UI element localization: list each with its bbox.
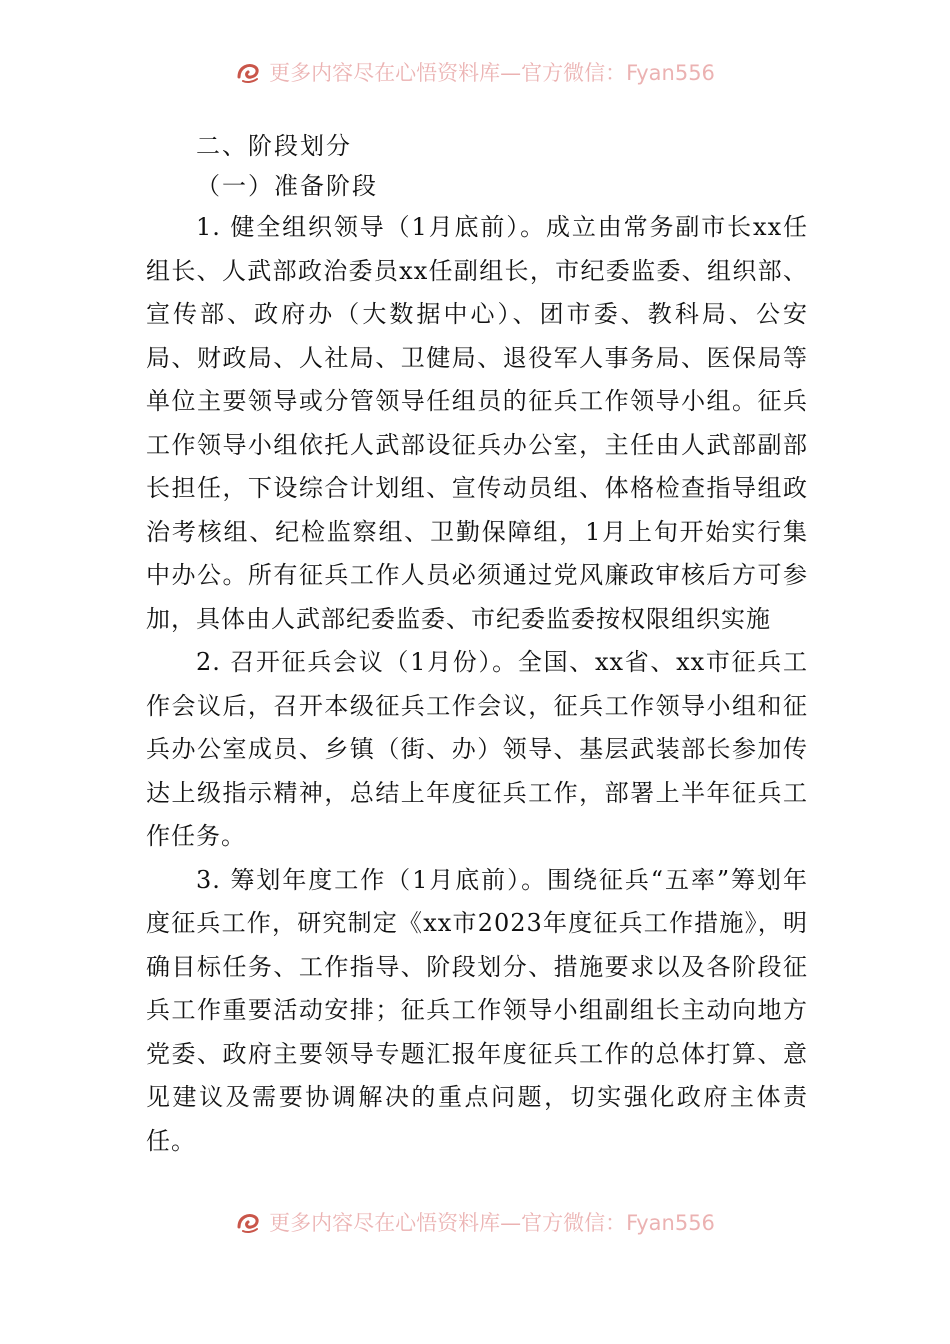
watermark-text: 更多内容尽在心悟资料库—官方微信：Fyan556: [269, 61, 715, 85]
red-curl-logo-icon: [235, 1209, 261, 1235]
section-heading: 二、阶段划分: [196, 132, 352, 160]
paragraph-conscription-meeting: 2. 召开征兵会议（1月份）。全国、xx省、xx市征兵工作会议后，召开本级征兵工作会议，征兵工作领导小组和征兵办公室成员、乡镇（街、办）领导、基层武装部长参加传达上级指示精神，总结上年度征兵工作，部署上半年征兵工作任务。: [146, 648, 808, 850]
watermark-text: 更多内容尽在心悟资料库—官方微信：Fyan556: [269, 1211, 715, 1235]
paragraph-annual-planning: 3. 筹划年度工作（1月底前）。围绕征兵“五率”筹划年度征兵工作，研究制定《xx市2023年度征兵工作措施》，明确目标任务、工作指导、阶段划分、措施要求以及各阶段征兵工作重要活动安排；征兵工作领导小组副组长主动向地方党委、政府主要领导专题汇报年度征兵工作的总体打算、意见建议及需要协调解决的重点问题，切实强化政府主体责任。: [146, 865, 808, 1155]
subsection-heading: （一）准备阶段: [196, 172, 378, 200]
header-watermark: [0, 52, 950, 92]
footer-watermark: [0, 1202, 950, 1242]
paragraph-organize-leadership: 1. 健全组织领导（1月底前）。成立由常务副市长xx任组长、人武部政治委员xx任副组长，市纪委监委、组织部、宣传部、政府办（大数据中心）、团市委、教科局、公安局、财政局、人社局、卫健局、退役军人事务局、医保局等单位主要领导或分管领导任组员的征兵工作领导小组。征兵工作领导小组依托人武部设征兵办公室，主任由人武部副部长担任，下设综合计划组、宣传动员组、体格检查指导组政治考核组、纪检监察组、卫勤保障组，1月上旬开始实行集中办公。所有征兵工作人员必须通过党风廉政审核后方可参加，具体由人武部纪委监委、市纪委监委按权限组织实施: [146, 213, 808, 633]
red-curl-logo-icon: [235, 59, 261, 85]
document-body: [146, 126, 808, 1163]
